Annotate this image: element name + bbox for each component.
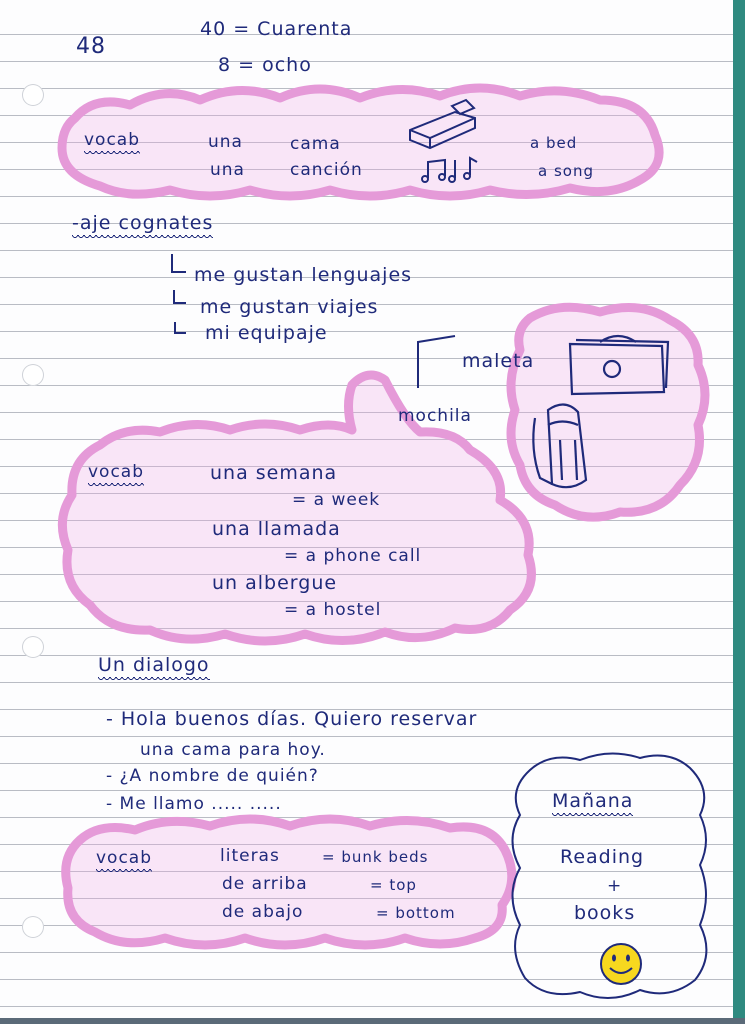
dialogo-title: Un dialogo (98, 654, 210, 676)
dialogo-line1: - Hola buenos días. Quiero reservar (106, 708, 478, 730)
dialogo-line4: - Me llamo ..... ..... (106, 794, 282, 814)
vocab3-label: vocab (96, 848, 153, 868)
mochila-label: mochila (398, 406, 472, 426)
vocab1-row2-english: a song (538, 162, 594, 180)
vocab3-row3-english: = bottom (376, 904, 456, 922)
dialogo-line2: una cama para hoy. (140, 740, 326, 760)
smiley-icon (601, 944, 641, 984)
page-edge-right (733, 0, 745, 1024)
number-eight: 8 = ocho (218, 54, 312, 76)
manana-plus: + (607, 876, 623, 896)
cognates-line1: me gustan lenguajes (194, 264, 413, 286)
arrow-bracket (418, 336, 455, 388)
vocab3-row1-spanish: literas (220, 846, 280, 866)
cognates-line2: me gustan viajes (200, 296, 379, 318)
vocab2-row3-spanish: un albergue (212, 572, 338, 594)
vocab3-row1-english: = bunk beds (322, 848, 429, 866)
vocab3-row2-english: = top (370, 876, 417, 894)
dialogo-line3: - ¿A nombre de quién? (106, 766, 319, 786)
vocab1-row1-english: a bed (530, 134, 578, 152)
vocab1-row1-article: una (208, 132, 243, 152)
vocab1-label: vocab (84, 130, 141, 150)
vocab1-row1-word: cama (290, 134, 341, 154)
manana-reading: Reading (560, 846, 645, 868)
vocab2-row1-spanish: una semana (210, 462, 338, 484)
number-forty: 40 = Cuarenta (200, 18, 353, 40)
vocab3-row2-spanish: de arriba (222, 874, 308, 894)
vocab2-row3-english: = a hostel (284, 600, 382, 620)
page-edge-bottom (0, 1018, 745, 1024)
cognates-title: -aje cognates (72, 212, 214, 234)
page-number: 48 (76, 34, 106, 59)
manana-title: Mañana (552, 790, 634, 812)
cognates-line3: mi equipaje (205, 322, 328, 344)
vocab1-row2-word: canción (290, 160, 363, 180)
vocab1-row2-article: una (210, 160, 245, 180)
vocab2-label: vocab (88, 462, 145, 482)
maleta-label: maleta (462, 350, 535, 372)
sub-bullet-marks (172, 254, 186, 333)
vocab3-row3-spanish: de abajo (222, 902, 304, 922)
manana-books: books (574, 902, 636, 924)
vocab2-row2-english: = a phone call (284, 546, 422, 566)
vocab2-row1-english: = a week (292, 490, 381, 510)
vocab2-row2-spanish: una llamada (212, 518, 341, 540)
